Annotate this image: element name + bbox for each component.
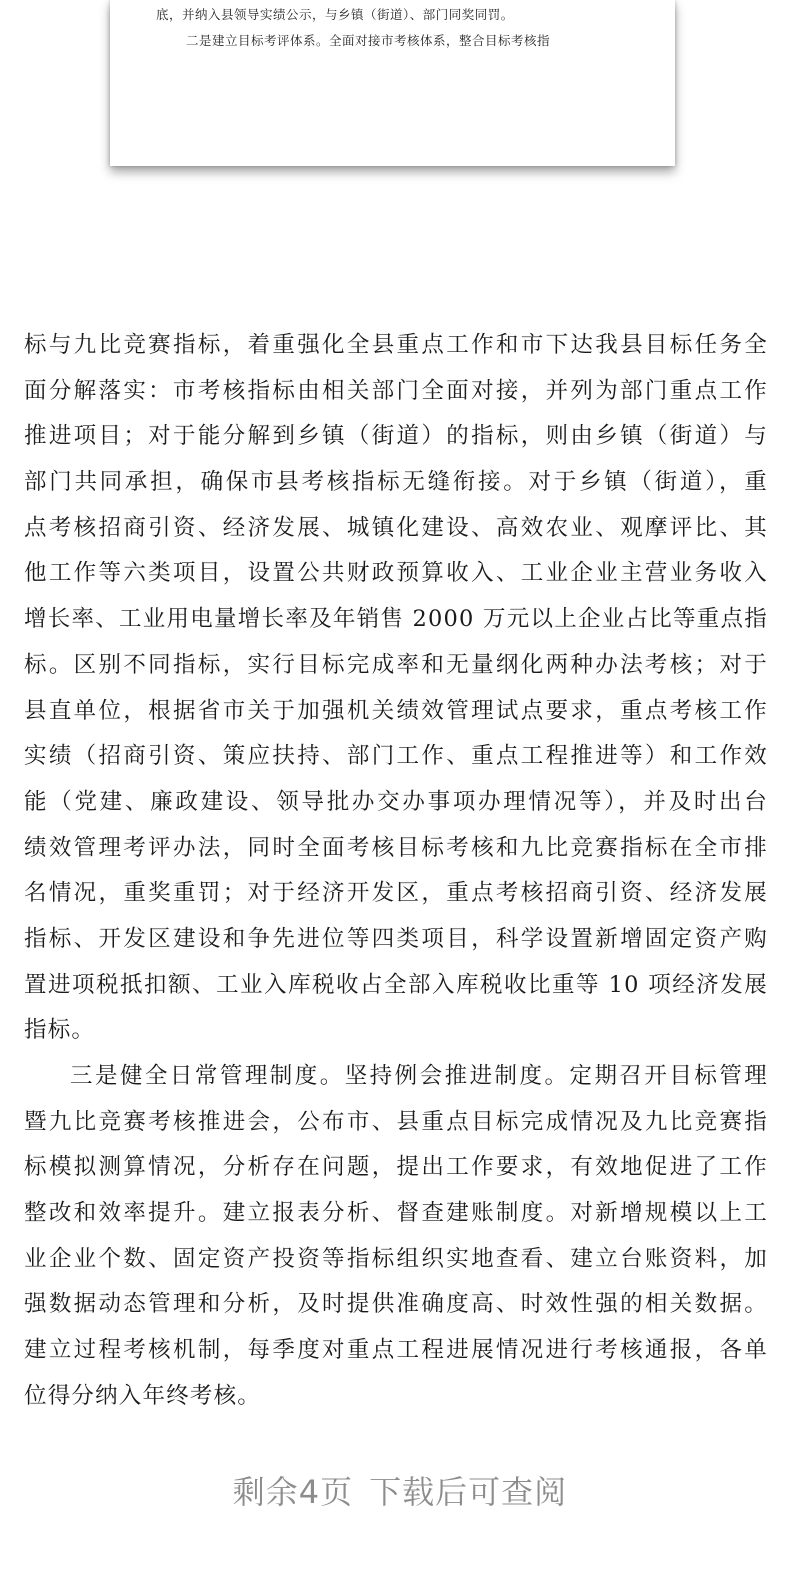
text-line: 指标、开发区建设和争先进位等四类项目，科学设置新增固定资产购 [24, 925, 768, 952]
text-line: 暨九比竞赛考核推进会，公布市、县重点目标完成情况及九比竞赛指 [24, 1108, 768, 1135]
text-line: 三是健全日常管理制度。坚持例会推进制度。定期召开目标管理 [70, 1063, 768, 1089]
text-line: 县直单位，根据省市关于加强机关绩效管理试点要求，重点考核工作 [24, 697, 768, 724]
text-line: 建立过程考核机制，每季度对重点工程进展情况进行考核通报，各单 [24, 1337, 768, 1364]
text-line: 能（党建、廉政建设、领导批办交办事项办理情况等），并及时出台 [24, 788, 768, 815]
text-line: 标与九比竞赛指标，着重强化全县重点工作和市下达我县目标任务全 [24, 332, 768, 358]
preview-line-1: 底，并纳入县领导实绩公示，与乡镇（街道）、部门同奖同罚。 [156, 7, 514, 22]
text-line: 增长率、工业用电量增长率及年销售 2000 万元以上企业占比等重点指 [24, 606, 768, 633]
preview-line-2: 二是建立目标考评体系。全面对接市考核体系，整合目标考核指 [186, 33, 551, 48]
text-line: 名情况，重奖重罚；对于经济开发区，重点考核招商引资、经济发展 [24, 880, 768, 907]
text-line: 绩效管理考评办法，同时全面考核目标考核和九比竞赛指标在全市排 [24, 834, 768, 861]
text-line: 整改和效率提升。建立报表分析、督查建账制度。对新增规模以上工 [24, 1200, 768, 1227]
download-to-read-more-link[interactable] [0, 1467, 800, 1513]
text-line: 部门共同承担，确保市县考核指标无缝衔接。对于乡镇（街道），重 [24, 469, 768, 496]
text-line: 面分解落实：市考核指标由相关部门全面对接，并列为部门重点工作 [24, 377, 768, 404]
download-prompt-label: 下载后可查阅 [369, 1473, 568, 1511]
text-line: 标。区别不同指标，实行目标完成率和无量纲化两种办法考核；对于 [24, 651, 768, 678]
text-line: 点考核招商引资、经济发展、城镇化建设、高效农业、观摩评比、其 [24, 514, 768, 541]
text-line: 标模拟测算情况，分析存在问题，提出工作要求，有效地促进了工作 [24, 1154, 768, 1181]
text-line: 实绩（招商引资、策应扶持、部门工作、重点工程推进等）和工作效 [24, 743, 768, 770]
text-line: 指标。 [24, 1017, 96, 1044]
text-line: 位得分纳入年终考核。 [24, 1382, 262, 1409]
page-preview-card [110, 0, 675, 166]
text-line: 置进项税抵扣额、工业入库税收占全部入库税收比重等 10 项经济发展 [24, 971, 768, 998]
text-line: 他工作等六类项目，设置公共财政预算收入、工业企业主营业务收入 [24, 560, 768, 587]
remaining-pages-label: 剩余4页 [232, 1473, 354, 1511]
document-body [24, 323, 768, 1420]
text-line: 业企业个数、固定资产投资等指标组织实地查看、建立台账资料，加 [24, 1245, 768, 1272]
text-line: 强数据动态管理和分析，及时提供准确度高、时效性强的相关数据。 [24, 1291, 768, 1318]
text-line: 推进项目；对于能分解到乡镇（街道）的指标，则由乡镇（街道）与 [24, 423, 768, 450]
